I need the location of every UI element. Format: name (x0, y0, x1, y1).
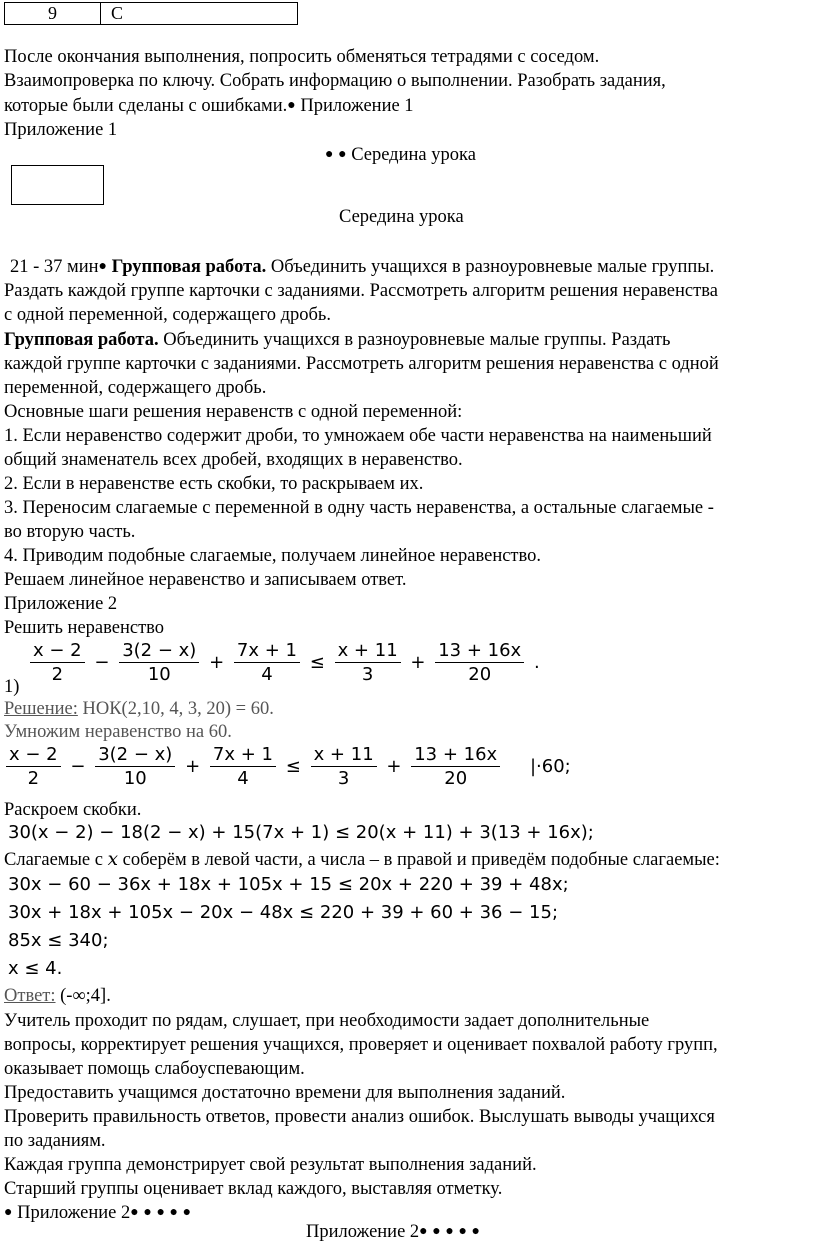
math-step: x ≤ 4. (8, 958, 63, 979)
appendix-label: Приложение 2 (306, 1222, 420, 1242)
bullet-icon: ● (4, 1205, 13, 1220)
paragraph-line: Предоставить учащимся достаточно времени для выполнения заданий. (4, 1083, 566, 1103)
bullet-icon: ● (471, 1224, 481, 1239)
fraction: $\frac{7x + 1}{4}$ (234, 640, 300, 685)
fraction: $\frac{x + 11}{3}$ (311, 744, 377, 789)
appendix-label: Приложение 1 (4, 120, 118, 140)
task-title: Решить неравенство (4, 618, 165, 638)
solution-label: Решение: (4, 699, 78, 719)
bullet-icon: ● (419, 1224, 428, 1239)
fraction: $\frac{x + 11}{3}$ (335, 640, 401, 685)
bullet-icon: ● (169, 1205, 179, 1220)
answer-text: (-∞;4]. (55, 986, 111, 1006)
section-heading: Середина урока (339, 207, 464, 227)
appendix-label: Приложение 2 (4, 594, 118, 614)
paragraph-line: переменной, содержащего дробь. (4, 378, 267, 398)
paragraph-line: Учитель проходит по рядам, слушает, при необходимости задает дополнительные (4, 1011, 650, 1031)
fraction: $\frac{x - 2}{2}$ (6, 744, 61, 789)
step-item: общий знаменатель всех дробей, входящих в неравенство. (4, 450, 463, 470)
item-number: 1) (4, 677, 20, 697)
table-fragment (4, 2, 298, 25)
math-step: 30x + 18x + 105x − 20x − 48x ≤ 220 + 39 + 60 + 36 − 15; (8, 902, 559, 923)
fraction: $\frac{13 + 16x}{20}$ (411, 744, 500, 789)
bullet-icon: ● (156, 1205, 165, 1220)
answer-label: Ответ: (4, 986, 56, 1006)
paragraph-line: Старший группы оценивает вклад каждого, выставляя отметку. (4, 1179, 503, 1199)
appendix-label: Приложение 2 (12, 1203, 131, 1223)
section-heading-text: Середина урока (346, 145, 476, 165)
fraction: $\frac{13 + 16x}{20}$ (435, 640, 524, 685)
solution-text: НОК(2,10, 4, 3, 20) = 60. (77, 699, 274, 719)
bullet-icon: ● (143, 1205, 152, 1220)
paragraph-line: по заданиям. (4, 1131, 106, 1151)
fraction: $\frac{x - 2}{2}$ (30, 640, 85, 685)
paragraph-line: с одной переменной, содержащего дробь. (4, 305, 331, 325)
step-item: 4. Приводим подобные слагаемые, получаем линейное неравенство. (4, 546, 541, 566)
fraction: $\frac{3(2 - x)}{10}$ (119, 640, 199, 685)
footer-appendix-line (4, 1202, 191, 1224)
time-range: 21 - 37 мин (10, 257, 99, 277)
group-work-title: Групповая работа. (111, 257, 267, 277)
appendix-link-text: Приложение 1 (295, 96, 414, 116)
multiply-text: Умножим неравенство на 60. (4, 722, 232, 742)
paragraph-line (4, 329, 670, 351)
bullet-icon: ● (432, 1224, 441, 1239)
step-item: 3. Переносим слагаемые с переменной в одну часть неравенства, а остальные слагаемые - (4, 498, 714, 518)
solution-line (4, 698, 274, 720)
math-step: 30x − 60 − 36x + 18x + 105x + 15 ≤ 20x + 220 + 39 + 48x; (8, 874, 569, 895)
bullet-icon: ● (445, 1224, 454, 1239)
paragraph-line: Взаимопроверка по ключу. Собрать информацию о выполнении. Разобрать задания, (4, 71, 666, 91)
collect-text: Слагаемые с x соберём в левой части, а числа – в правой и приведём подобные слагаемые: (4, 849, 720, 870)
group-work-title: Групповая работа. (4, 330, 159, 350)
paragraph-line: Проверить правильность ответов, провести анализ ошибок. Выслушать выводы учащихся (4, 1107, 715, 1127)
bullet-icon: ● (458, 1224, 467, 1239)
step-item: 1. Если неравенство содержит дроби, то умножаем обе части неравенства на наименьший (4, 426, 712, 446)
group-work-text: Объединить учащихся в разноуровневые малые группы. (266, 257, 715, 277)
paragraph-text: которые были сделаны с ошибками. (4, 96, 288, 116)
paragraph-line: Раздать каждой группе карточки с заданиями. Рассмотреть алгоритм решения неравенства (4, 281, 718, 301)
paragraph-line: оказывает помощь слабоуспевающим. (4, 1059, 305, 1079)
answer-line (4, 985, 111, 1007)
inequality-formula: $\frac{x - 2}{2}$ − $\frac{3(2 - x)}{10}$ + $\frac{7x + 1}{4}$ ≤ $\frac{x + 11}{3}$ + $\frac{13 + 16x}{20}$ . (28, 640, 542, 685)
math-step: 85x ≤ 340; (8, 930, 109, 951)
group-work-line (10, 256, 714, 278)
bullet-icon: ● (98, 259, 108, 274)
step-item: 2. Если в неравенстве есть скобки, то раскрываем их. (4, 474, 424, 494)
step-item: Решаем линейное неравенство и записываем ответ. (4, 570, 407, 590)
paragraph-line: Каждая группа демонстрирует свой результат выполнения заданий. (4, 1155, 537, 1175)
table-cell-letter: C (101, 3, 298, 25)
expanded-formula: 30(x − 2) − 18(2 − x) + 15(7x + 1) ≤ 20(x + 11) + 3(13 + 16x); (8, 822, 594, 843)
open-brackets-text: Раскроем скобки. (4, 800, 142, 820)
paragraph-line: каждой группе карточки с заданиями. Рассмотреть алгоритм решения неравенства с одной (4, 354, 719, 374)
paragraph-line: вопросы, корректирует решения учащихся, проверяет и оценивает похвалой работу групп, (4, 1035, 718, 1055)
paragraph-line: После окончания выполнения, попросить обменяться тетрадями с соседом. (4, 47, 600, 67)
fraction: $\frac{7x + 1}{4}$ (210, 744, 276, 789)
steps-heading: Основные шаги решения неравенств с одной переменной: (4, 402, 463, 422)
empty-table-cell (11, 165, 104, 205)
inequality-formula-multiplied: $\frac{x - 2}{2}$ − $\frac{3(2 - x)}{10}$ + $\frac{7x + 1}{4}$ ≤ $\frac{x + 11}{3}$ + $\frac{13 + 16x}{20}$ |·60; (4, 744, 573, 789)
bullet-icon: ● (338, 147, 347, 162)
group-work-text: Объединить учащихся в разноуровневые малые группы. Раздать (158, 330, 671, 350)
bullet-icon: ● (325, 147, 334, 162)
table-cell-number: 9 (5, 3, 101, 25)
fraction: $\frac{3(2 - x)}{10}$ (95, 744, 175, 789)
paragraph-line (4, 95, 414, 117)
footer-appendix-line-2 (306, 1221, 480, 1243)
step-item: во вторую часть. (4, 522, 136, 542)
bullet-icon: ● (130, 1205, 139, 1220)
bullet-icon: ● (182, 1205, 192, 1220)
section-heading-dotted (325, 145, 476, 166)
bullet-icon: ● (287, 98, 296, 113)
